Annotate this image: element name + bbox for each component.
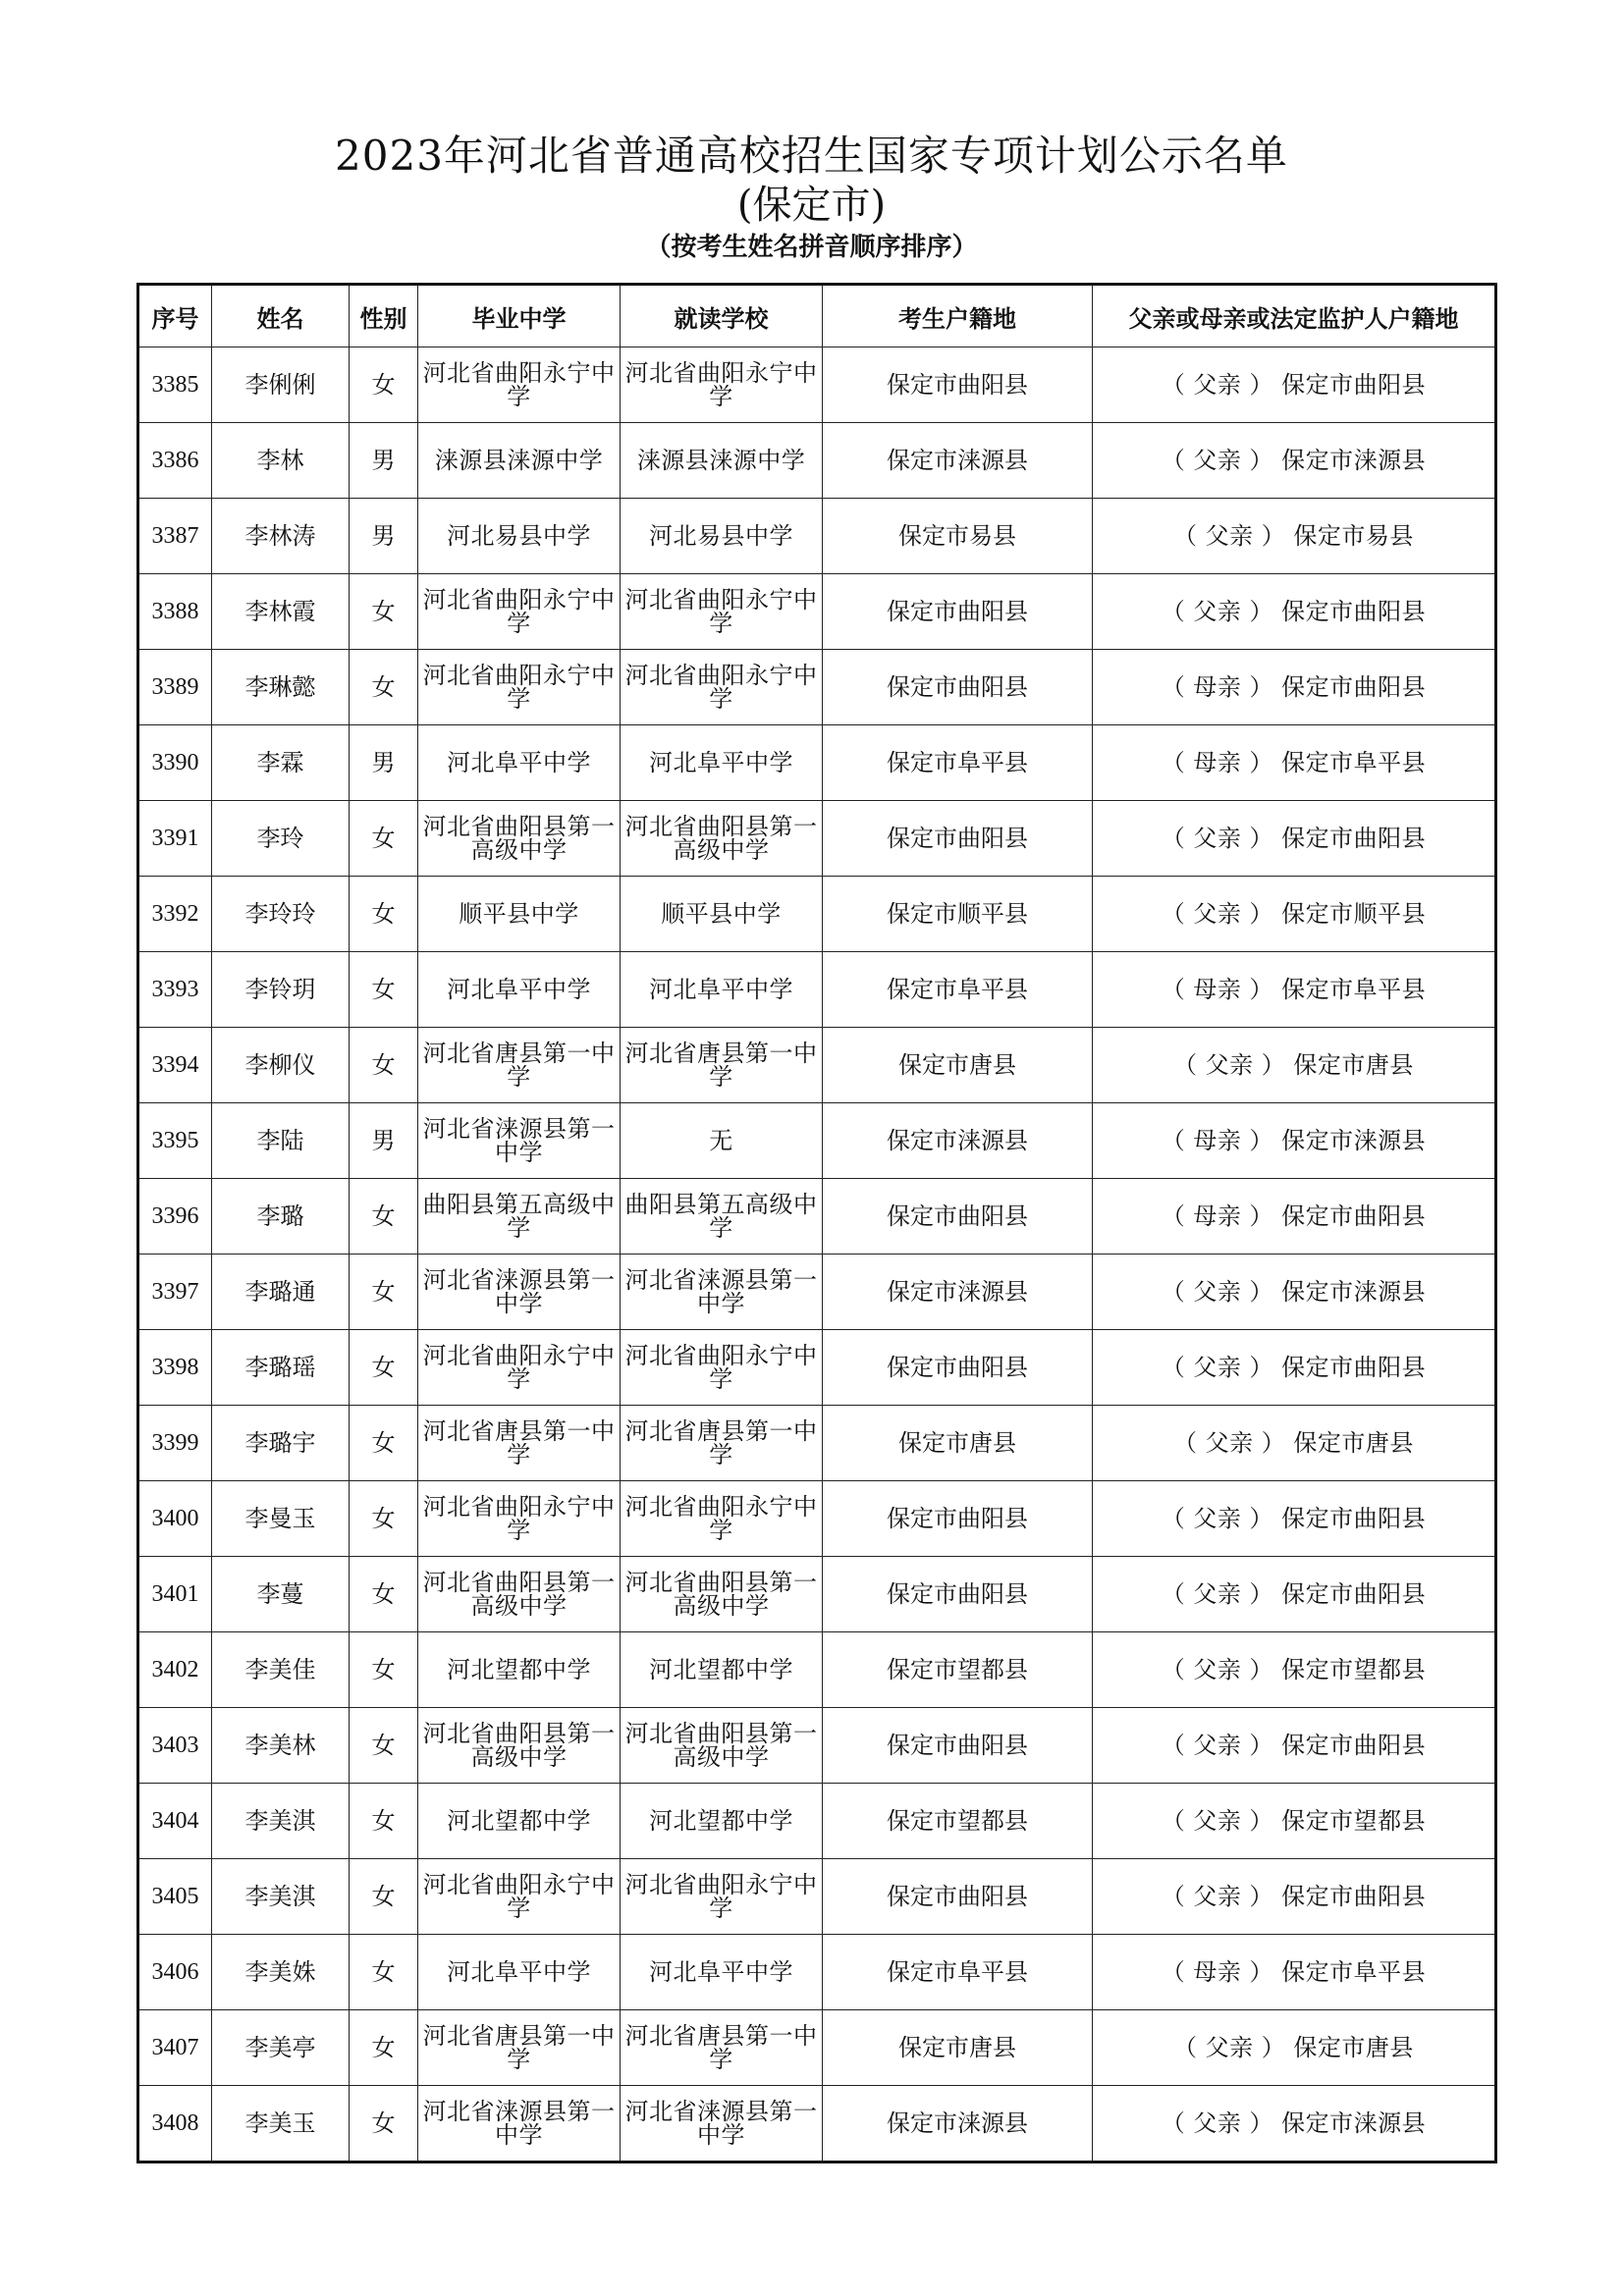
header-guardian-hukou: 父亲或母亲或法定监护人户籍地 (1093, 285, 1496, 347)
cell-grad-school: 河北省唐县第一中学 (418, 1028, 621, 1103)
cell-grad-school: 河北省曲阳永宁中学 (418, 1859, 621, 1935)
cell-student-hukou: 保定市涞源县 (823, 2086, 1093, 2163)
cell-guardian-hukou: （ 父亲 ） 保定市曲阳县 (1093, 1557, 1496, 1632)
cell-current-school: 河北省曲阳县第一高级中学 (621, 1557, 823, 1632)
table-row (138, 1557, 1496, 1632)
cell-name: 李美亭 (212, 2010, 350, 2086)
cell-student-hukou: 保定市曲阳县 (823, 574, 1093, 650)
cell-student-hukou: 保定市涞源县 (823, 1103, 1093, 1179)
cell-gender: 女 (350, 2010, 418, 2086)
cell-seq: 3385 (138, 347, 212, 423)
cell-grad-school: 河北省曲阳县第一高级中学 (418, 1557, 621, 1632)
cell-seq: 3408 (138, 2086, 212, 2163)
header-student-hukou: 考生户籍地 (823, 285, 1093, 347)
cell-current-school: 河北阜平中学 (621, 725, 823, 801)
cell-guardian-hukou: （ 父亲 ） 保定市涞源县 (1093, 423, 1496, 499)
cell-student-hukou: 保定市阜平县 (823, 725, 1093, 801)
cell-current-school: 河北省唐县第一中学 (621, 1028, 823, 1103)
cell-gender: 男 (350, 499, 418, 574)
cell-current-school: 河北省涞源县第一中学 (621, 1255, 823, 1330)
cell-gender: 女 (350, 2086, 418, 2163)
cell-gender: 女 (350, 801, 418, 877)
cell-current-school: 顺平县中学 (621, 877, 823, 952)
cell-student-hukou: 保定市曲阳县 (823, 1557, 1093, 1632)
cell-current-school: 河北望都中学 (621, 1632, 823, 1708)
cell-guardian-hukou: （ 母亲 ） 保定市涞源县 (1093, 1103, 1496, 1179)
table-row (138, 877, 1496, 952)
cell-name: 李俐俐 (212, 347, 350, 423)
header-name: 姓名 (212, 285, 350, 347)
table-row (138, 2086, 1496, 2163)
cell-grad-school: 河北阜平中学 (418, 725, 621, 801)
table-row (138, 347, 1496, 423)
cell-student-hukou: 保定市易县 (823, 499, 1093, 574)
cell-guardian-hukou: （ 母亲 ） 保定市曲阳县 (1093, 1179, 1496, 1255)
table-row (138, 1330, 1496, 1406)
cell-student-hukou: 保定市唐县 (823, 1406, 1093, 1481)
table-row (138, 574, 1496, 650)
cell-student-hukou: 保定市望都县 (823, 1784, 1093, 1859)
cell-gender: 女 (350, 1179, 418, 1255)
cell-guardian-hukou: （ 父亲 ） 保定市曲阳县 (1093, 574, 1496, 650)
cell-student-hukou: 保定市唐县 (823, 2010, 1093, 2086)
table-row (138, 1103, 1496, 1179)
cell-guardian-hukou: （ 父亲 ） 保定市望都县 (1093, 1784, 1496, 1859)
cell-gender: 女 (350, 347, 418, 423)
cell-name: 李美淇 (212, 1784, 350, 1859)
cell-gender: 男 (350, 725, 418, 801)
cell-guardian-hukou: （ 父亲 ） 保定市涞源县 (1093, 2086, 1496, 2163)
cell-gender: 女 (350, 1028, 418, 1103)
cell-gender: 女 (350, 1632, 418, 1708)
cell-current-school: 河北省曲阳永宁中学 (621, 1859, 823, 1935)
cell-name: 李璐瑶 (212, 1330, 350, 1406)
cell-gender: 女 (350, 1859, 418, 1935)
cell-gender: 女 (350, 877, 418, 952)
cell-name: 李玲玲 (212, 877, 350, 952)
cell-grad-school: 河北省涞源县第一中学 (418, 1103, 621, 1179)
cell-name: 李陆 (212, 1103, 350, 1179)
cell-grad-school: 河北望都中学 (418, 1632, 621, 1708)
table-row (138, 423, 1496, 499)
cell-gender: 男 (350, 1103, 418, 1179)
cell-guardian-hukou: （ 父亲 ） 保定市唐县 (1093, 1028, 1496, 1103)
cell-name: 李铃玥 (212, 952, 350, 1028)
cell-gender: 女 (350, 1708, 418, 1784)
cell-gender: 女 (350, 1557, 418, 1632)
table-row (138, 1255, 1496, 1330)
cell-grad-school: 河北省曲阳永宁中学 (418, 1481, 621, 1557)
cell-seq: 3397 (138, 1255, 212, 1330)
cell-grad-school: 河北省涞源县第一中学 (418, 1255, 621, 1330)
cell-name: 李美玉 (212, 2086, 350, 2163)
cell-grad-school: 河北省曲阳永宁中学 (418, 650, 621, 725)
cell-guardian-hukou: （ 父亲 ） 保定市唐县 (1093, 1406, 1496, 1481)
cell-student-hukou: 保定市望都县 (823, 1632, 1093, 1708)
cell-seq: 3386 (138, 423, 212, 499)
cell-gender: 女 (350, 1330, 418, 1406)
cell-current-school: 曲阳县第五高级中学 (621, 1179, 823, 1255)
cell-guardian-hukou: （ 母亲 ） 保定市阜平县 (1093, 1935, 1496, 2010)
cell-grad-school: 河北省涞源县第一中学 (418, 2086, 621, 2163)
table-row (138, 1179, 1496, 1255)
cell-current-school: 河北省唐县第一中学 (621, 1406, 823, 1481)
cell-seq: 3396 (138, 1179, 212, 1255)
cell-current-school: 河北望都中学 (621, 1784, 823, 1859)
table-row (138, 1708, 1496, 1784)
cell-grad-school: 河北省曲阳永宁中学 (418, 1330, 621, 1406)
cell-name: 李曼玉 (212, 1481, 350, 1557)
cell-current-school: 河北省涞源县第一中学 (621, 2086, 823, 2163)
cell-guardian-hukou: （ 父亲 ） 保定市曲阳县 (1093, 1708, 1496, 1784)
table-row (138, 1935, 1496, 2010)
cell-seq: 3400 (138, 1481, 212, 1557)
document-subtitle: (保定市) (736, 183, 887, 228)
cell-seq: 3394 (138, 1028, 212, 1103)
table-row (138, 1028, 1496, 1103)
table-row (138, 2010, 1496, 2086)
cell-grad-school: 河北省曲阳永宁中学 (418, 574, 621, 650)
cell-grad-school: 河北望都中学 (418, 1784, 621, 1859)
cell-student-hukou: 保定市唐县 (823, 1028, 1093, 1103)
cell-name: 李霖 (212, 725, 350, 801)
table-row (138, 650, 1496, 725)
cell-gender: 女 (350, 1406, 418, 1481)
cell-seq: 3392 (138, 877, 212, 952)
cell-guardian-hukou: （ 母亲 ） 保定市阜平县 (1093, 725, 1496, 801)
cell-student-hukou: 保定市涞源县 (823, 1255, 1093, 1330)
cell-seq: 3398 (138, 1330, 212, 1406)
cell-current-school: 河北省曲阳永宁中学 (621, 574, 823, 650)
cell-student-hukou: 保定市顺平县 (823, 877, 1093, 952)
cell-guardian-hukou: （ 父亲 ） 保定市曲阳县 (1093, 1481, 1496, 1557)
cell-seq: 3404 (138, 1784, 212, 1859)
cell-seq: 3406 (138, 1935, 212, 2010)
cell-guardian-hukou: （ 父亲 ） 保定市涞源县 (1093, 1255, 1496, 1330)
cell-guardian-hukou: （ 母亲 ） 保定市曲阳县 (1093, 650, 1496, 725)
cell-current-school: 河北省曲阳永宁中学 (621, 1330, 823, 1406)
cell-student-hukou: 保定市曲阳县 (823, 1330, 1093, 1406)
cell-name: 李林涛 (212, 499, 350, 574)
cell-gender: 女 (350, 1255, 418, 1330)
header-seq: 序号 (138, 285, 212, 347)
cell-student-hukou: 保定市曲阳县 (823, 1481, 1093, 1557)
cell-student-hukou: 保定市曲阳县 (823, 801, 1093, 877)
cell-seq: 3395 (138, 1103, 212, 1179)
cell-current-school: 河北省曲阳县第一高级中学 (621, 801, 823, 877)
cell-current-school: 河北省曲阳永宁中学 (621, 650, 823, 725)
cell-seq: 3399 (138, 1406, 212, 1481)
cell-grad-school: 顺平县中学 (418, 877, 621, 952)
cell-seq: 3389 (138, 650, 212, 725)
cell-current-school: 河北省曲阳永宁中学 (621, 1481, 823, 1557)
cell-name: 李美姝 (212, 1935, 350, 2010)
cell-name: 李玲 (212, 801, 350, 877)
cell-student-hukou: 保定市曲阳县 (823, 1859, 1093, 1935)
cell-current-school: 河北阜平中学 (621, 1935, 823, 2010)
cell-guardian-hukou: （ 父亲 ） 保定市唐县 (1093, 2010, 1496, 2086)
cell-guardian-hukou: （ 父亲 ） 保定市曲阳县 (1093, 1330, 1496, 1406)
cell-current-school: 河北易县中学 (621, 499, 823, 574)
header-current-school: 就读学校 (621, 285, 823, 347)
cell-seq: 3391 (138, 801, 212, 877)
sort-note: （按考生姓名拼音顺序排序） (645, 233, 978, 262)
cell-seq: 3390 (138, 725, 212, 801)
cell-current-school: 河北省曲阳永宁中学 (621, 347, 823, 423)
table-row (138, 1859, 1496, 1935)
document-title: 2023年河北省普通高校招生国家专项计划公示名单 (335, 132, 1288, 180)
cell-name: 李璐通 (212, 1255, 350, 1330)
cell-grad-school: 河北阜平中学 (418, 952, 621, 1028)
table-row (138, 801, 1496, 877)
cell-student-hukou: 保定市曲阳县 (823, 650, 1093, 725)
cell-grad-school: 河北省曲阳县第一高级中学 (418, 801, 621, 877)
cell-seq: 3393 (138, 952, 212, 1028)
cell-guardian-hukou: （ 父亲 ） 保定市易县 (1093, 499, 1496, 574)
cell-grad-school: 河北易县中学 (418, 499, 621, 574)
table-row (138, 725, 1496, 801)
cell-current-school: 涞源县涞源中学 (621, 423, 823, 499)
cell-name: 李美淇 (212, 1859, 350, 1935)
roster-table (136, 283, 1497, 2163)
cell-guardian-hukou: （ 父亲 ） 保定市曲阳县 (1093, 801, 1496, 877)
header-grad-school: 毕业中学 (418, 285, 621, 347)
cell-student-hukou: 保定市阜平县 (823, 952, 1093, 1028)
cell-current-school: 河北阜平中学 (621, 952, 823, 1028)
table-row (138, 1406, 1496, 1481)
cell-guardian-hukou: （ 母亲 ） 保定市阜平县 (1093, 952, 1496, 1028)
cell-guardian-hukou: （ 父亲 ） 保定市望都县 (1093, 1632, 1496, 1708)
cell-gender: 女 (350, 1935, 418, 2010)
cell-seq: 3407 (138, 2010, 212, 2086)
cell-name: 李林 (212, 423, 350, 499)
cell-student-hukou: 保定市曲阳县 (823, 1708, 1093, 1784)
table-row (138, 1481, 1496, 1557)
cell-name: 李蔓 (212, 1557, 350, 1632)
table-row (138, 499, 1496, 574)
cell-name: 李琳懿 (212, 650, 350, 725)
cell-gender: 女 (350, 952, 418, 1028)
cell-gender: 女 (350, 1784, 418, 1859)
cell-student-hukou: 保定市曲阳县 (823, 1179, 1093, 1255)
cell-guardian-hukou: （ 父亲 ） 保定市曲阳县 (1093, 1859, 1496, 1935)
cell-guardian-hukou: （ 父亲 ） 保定市顺平县 (1093, 877, 1496, 952)
cell-name: 李柳仪 (212, 1028, 350, 1103)
cell-seq: 3388 (138, 574, 212, 650)
cell-grad-school: 河北省唐县第一中学 (418, 1406, 621, 1481)
cell-current-school: 无 (621, 1103, 823, 1179)
cell-name: 李林霞 (212, 574, 350, 650)
cell-grad-school: 河北省唐县第一中学 (418, 2010, 621, 2086)
cell-current-school: 河北省唐县第一中学 (621, 2010, 823, 2086)
cell-grad-school: 河北省曲阳永宁中学 (418, 347, 621, 423)
cell-guardian-hukou: （ 父亲 ） 保定市曲阳县 (1093, 347, 1496, 423)
header-gender: 性别 (350, 285, 418, 347)
cell-seq: 3401 (138, 1557, 212, 1632)
cell-seq: 3387 (138, 499, 212, 574)
cell-grad-school: 河北省曲阳县第一高级中学 (418, 1708, 621, 1784)
cell-grad-school: 曲阳县第五高级中学 (418, 1179, 621, 1255)
cell-seq: 3402 (138, 1632, 212, 1708)
cell-seq: 3403 (138, 1708, 212, 1784)
cell-grad-school: 涞源县涞源中学 (418, 423, 621, 499)
cell-student-hukou: 保定市涞源县 (823, 423, 1093, 499)
cell-name: 李璐宇 (212, 1406, 350, 1481)
cell-current-school: 河北省曲阳县第一高级中学 (621, 1708, 823, 1784)
cell-seq: 3405 (138, 1859, 212, 1935)
cell-gender: 女 (350, 574, 418, 650)
cell-name: 李美佳 (212, 1632, 350, 1708)
table-row (138, 1784, 1496, 1859)
cell-student-hukou: 保定市曲阳县 (823, 347, 1093, 423)
cell-name: 李璐 (212, 1179, 350, 1255)
cell-grad-school: 河北阜平中学 (418, 1935, 621, 2010)
table-row (138, 952, 1496, 1028)
cell-gender: 女 (350, 650, 418, 725)
cell-name: 李美林 (212, 1708, 350, 1784)
cell-student-hukou: 保定市阜平县 (823, 1935, 1093, 2010)
cell-gender: 女 (350, 1481, 418, 1557)
cell-gender: 男 (350, 423, 418, 499)
table-row (138, 1632, 1496, 1708)
header-row (138, 285, 1496, 347)
